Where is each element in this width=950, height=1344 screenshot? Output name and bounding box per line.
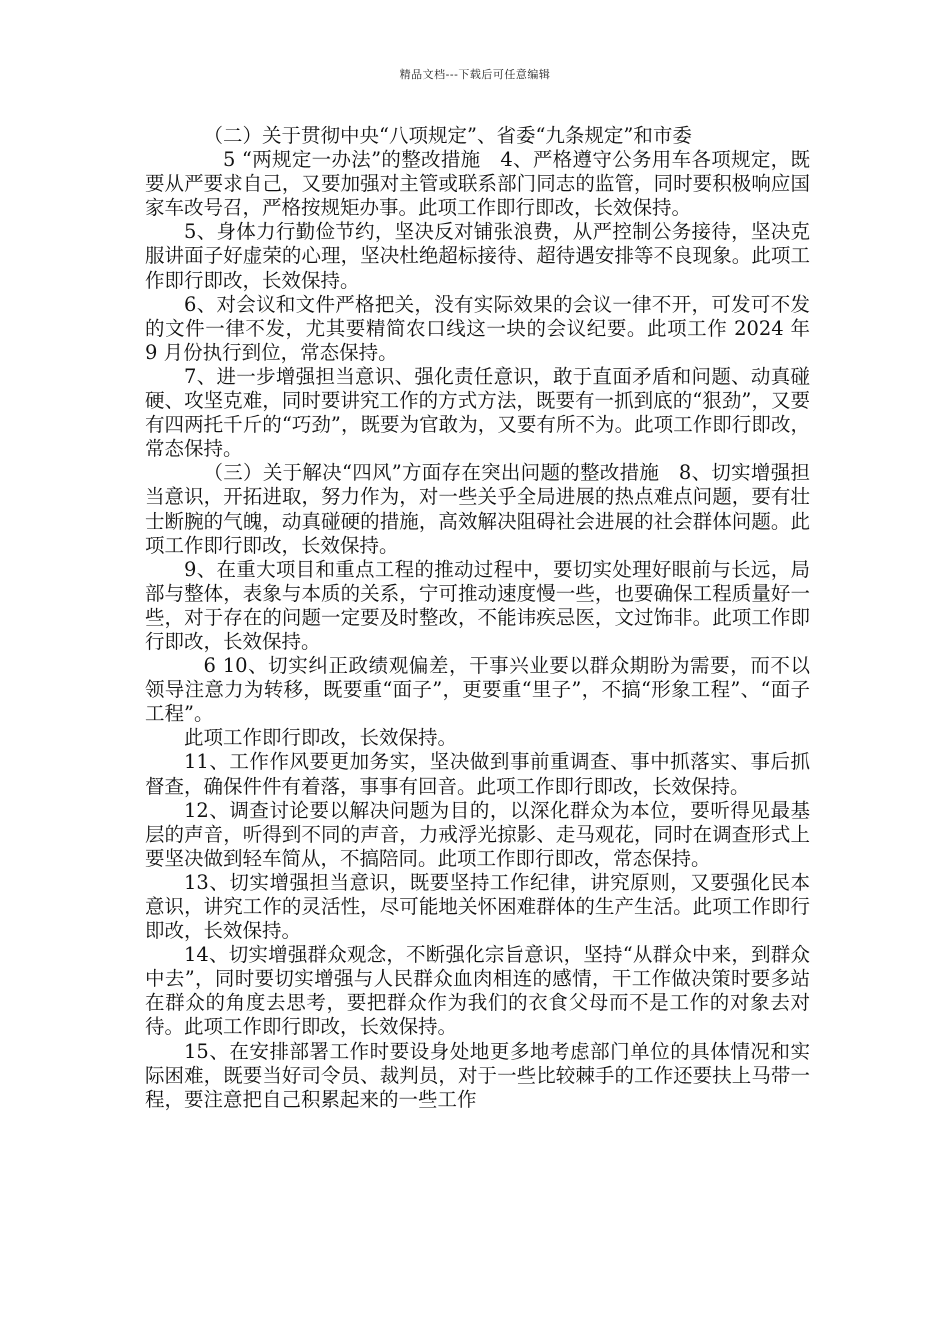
paragraph-item-5: 5、身体力行勤俭节约，坚决反对铺张浪费，从严控制公务接待，坚决克服讲面子好虚荣的心理，坚决杜绝超标接待、超待遇安排等不良现象。此项工作即行即改，长效保持。 <box>145 220 810 292</box>
paragraph-item-9: 9、在重大项目和重点工程的推动过程中，要切实处理好眼前与长远，局部与整体，表象与本质的关系，宁可推动速度慢一些，也要确保工程质量好一些，对于存在的问题一定要及时整改，不能讳疾忌医，文过饰非。此项工作即行即改，长效保持。 <box>145 557 810 653</box>
paragraph-item-7: 7、进一步增强担当意识、强化责任意识，敢于直面矛盾和问题、动真碰硬、攻坚克难，同时要讲究工作的方式方法，既要有一抓到底的“狠劲”，又要有四两托千斤的“巧劲”，既要为官敢为，又要有所不为。此项工作即行即改，常态保持。 <box>145 364 810 461</box>
paragraph-item-4: 5 “两规定一办法”的整改措施 4、严格遵守公务用车各项规定，既要从严要求自己，又要加强对主管或联系部门同志的监管，同时要积极响应国家车改号召，严格按规矩办事。此项工作即行即改，长效保持。 <box>145 148 810 220</box>
paragraph-item-11: 11、工作作风要更加务实，坚决做到事前重调查、事中抓落实、事后抓督查，确保件件有着落，事事有回音。此项工作即行即改，长效保持。 <box>145 750 810 798</box>
section-heading-3: （三）关于解决“四风”方面存在突出问题的整改措施 8、切实增强担当意识，开拓进取，努力作为，对一些关乎全局进展的热点难点问题，要有壮士断腕的气魄，动真碰硬的措施，高效解决阻碍社会进展的社会群体问题。此项工作即行即改，长效保持。 <box>145 461 810 557</box>
page-header: 精品文档---下载后可任意编辑 <box>399 68 551 81</box>
paragraph-item-6: 6、对会议和文件严格把关，没有实际效果的会议一律不开，可发可不发的文件一律不发，尤其要精简农口线这一块的会议纪要。此项工作 2024 年 9 月份执行到位，常态保持。 <box>145 292 810 364</box>
document-body <box>145 124 810 1112</box>
paragraph-item-12: 12、调查讨论要以解决问题为目的，以深化群众为本位，要听得见最基层的声音，听得到不同的声音，力戒浮光掠影、走马观花，同时在调查形式上要坚决做到轻车简从，不搞陪同。此项工作即行即改，常态保持。 <box>145 798 810 870</box>
paragraph-item-14: 14、切实增强群众观念，不断强化宗旨意识，坚持“从群众中来，到群众中去”，同时要切实增强与人民群众血肉相连的感情，干工作做决策时要多站在群众的角度去思考，要把群众作为我们的衣食父母而不是工作的对象去对待。此项工作即行即改，长效保持。 <box>145 943 810 1039</box>
paragraph-item-13: 13、切实增强担当意识，既要坚持工作纪律，讲究原则，又要强化民本意识，讲究工作的灵活性，尽可能地关怀困难群体的生产生活。此项工作即行即改，长效保持。 <box>145 870 810 943</box>
paragraph-item-10-continued: 此项工作即行即改，长效保持。 <box>184 726 458 750</box>
paragraph-item-10: 6 10、切实纠正政绩观偏差，干事兴业要以群众期盼为需要，而不以领导注意力为转移，既要重“面子”，更要重“里子”，不搞“形象工程”、“面子工程”。 <box>145 654 810 726</box>
paragraph-item-15: 15、在安排部署工作时要设身处地更多地考虑部门单位的具体情况和实际困难，既要当好司令员、裁判员，对于一些比较棘手的工作还要扶上马带一程，要注意把自己积累起来的一些工作 <box>145 1039 810 1111</box>
section-heading-2: （二）关于贯彻中央“八项规定”、省委“九条规定”和市委 <box>203 124 692 147</box>
